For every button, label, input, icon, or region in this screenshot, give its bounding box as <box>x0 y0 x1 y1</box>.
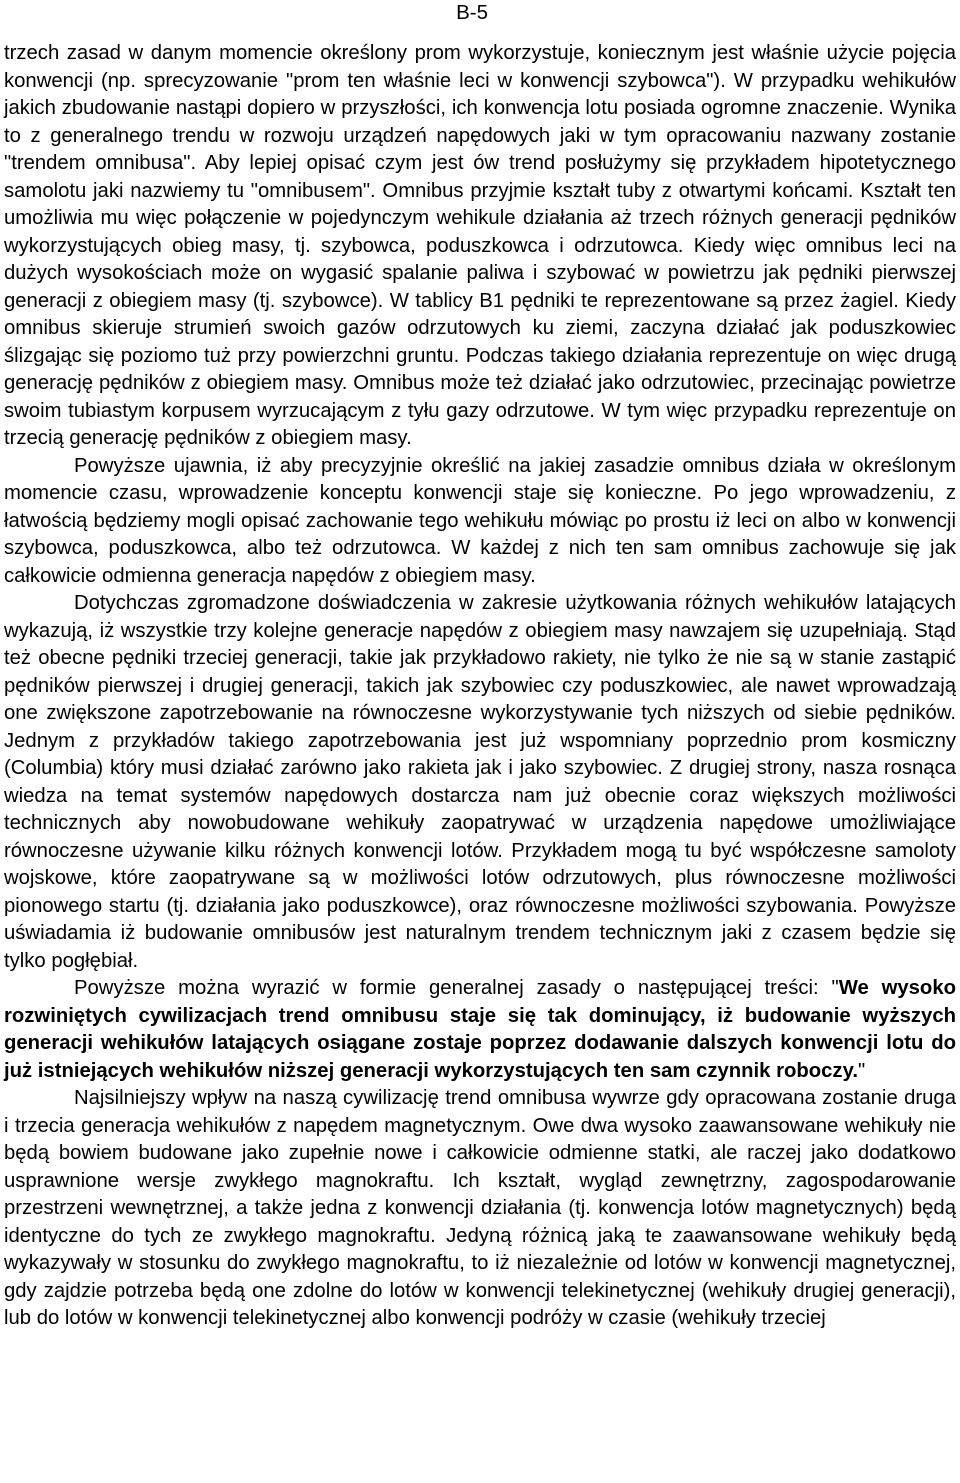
document-body <box>4 40 956 1333</box>
page-number: B-5 <box>456 1 488 24</box>
paragraph-1: trzech zasad w danym momencie określony prom wykorzystuje, koniecznym jest właśnie użycie pojęcia konwencji (np. sprecyzowanie "prom ten właśnie leci w konwencji szybowca"). W przypadku wehikułów jakich zbudowanie nastąpi dopiero w przyszłości, ich konwencja lotu posiada ogromne znaczenie. Wynika to z generalnego trendu w rozwoju urządzeń napędowych jaki w tym opracowaniu nazwany zostanie "trendem omnibusa". Aby lepiej opisać czym jest ów trend posłużymy się przykładem hipotetycznego samolotu jaki nazwiemy tu "omnibusem". Omnibus przyjmie kształt tuby z otwartymi końcami. Kształt ten umożliwia mu więc połączenie w pojedynczym wehikule działania aż trzech różnych generacji pędników wykorzystujących obieg masy, tj. szybowca, poduszkowca i odrzutowca. Kiedy więc omnibus leci na dużych wysokościach może on wygasić spalanie paliwa i szybować w powietrzu jak pędniki pierwszej generacji z obiegiem masy (tj. szybowce). W tablicy B1 pędniki te reprezentowane są przez żagiel. Kiedy omnibus skieruje strumień swoich gazów odrzutowych ku ziemi, zaczyna działać jak poduszkowiec ślizgając się poziomo tuż przy powierzchni gruntu. Podczas takiego działania reprezentuje on więc drugą generację pędników z obiegiem masy. Omnibus może też działać jako odrzutowiec, przecinając powietrze swoim tubiastym korpusem wyrzucającym z tyłu gazy odrzutowe. W tym więc przypadku reprezentuje on trzecią generację pędników z obiegiem masy. <box>4 42 956 449</box>
paragraph-principle <box>4 975 956 1085</box>
principle-intro: Powyższe można wyrazić w formie generalnej zasady o następującej treści: " <box>74 977 839 999</box>
paragraph-2: Powyższe ujawnia, iż aby precyzyjnie określić na jakiej zasadzie omnibus działa w określonym momencie czasu, wprowadzenie konceptu konwencji staje się konieczne. Po jego wprowadzeniu, z łatwością będziemy mogli opisać zachowanie tego wehikułu mówiąc po prostu iż leci on albo w konwencji szybowca, poduszkowca, albo też odrzutowca. W każdej z nich ten sam omnibus zachowuje się jak całkowicie odmienna generacja napędów z obiegiem masy. <box>4 454 956 587</box>
principle-closing: " <box>857 1059 866 1082</box>
principle-statement: We wysoko rozwiniętych cywilizacjach trend omnibusu staje się tak dominujący, iż budowanie wyższych generacji wehikułów latających osiągane zostaje poprzez dodawanie dalszych konwencji lotu do już istniejących wehikułów niższej generacji wykorzystujących ten sam czynnik roboczy. <box>4 977 956 1082</box>
paragraph-last: Najsilniejszy wpływ na naszą cywilizację trend omnibusa wywrze gdy opracowana zostanie druga i trzecia generacja wehikułów z napędem magnetycznym. Owe dwa wysoko zaawansowane wehikuły nie będą bowiem budowane jako zupełnie nowe i całkowicie odmienne statki, ale raczej jako dodatkowo usprawnione wersje zwykłego magnokraftu. Ich kształt, wygląd zewnętrzny, zagospodarowanie przestrzeni wewnętrznej, a także jedna z konwencji działania (tj. konwencja lotów magnetycznych) będą identyczne do tych ze zwykłego magnokraftu. Jedyną różnicą jaką te zaawansowane wehikuły będą wykazywały w stosunku do zwykłego magnokraftu, to iż niezależnie od lotów w konwencji magnetycznej, gdy zajdzie potrzeba będą one zdolne do lotów w konwencji telekinetycznej (wehikuły drugiej generacji), lub do lotów w konwencji telekinetycznej albo konwencji podróży w czasie (wehikuły trzeciej <box>4 1087 956 1329</box>
paragraph-3: Dotychczas zgromadzone doświadczenia w zakresie użytkowania różnych wehikułów latających wykazują, iż wszystkie trzy kolejne generacje napędów z obiegiem masy nawzajem się uzupełniają. Stąd też obecne pędniki trzeciej generacji, takie jak przykładowo rakiety, nie tylko że nie są w stanie zastąpić pędników pierwszej i drugiej generacji, takich jak szybowiec czy poduszkowiec, ale nawet wprowadzają one zwiększone zapotrzebowanie na równoczesne wykorzystywanie tych niższych od siebie pędników. Jednym z przykładów takiego zapotrzebowania jest już wspomniany poprzednio prom kosmiczny (Columbia) który musi działać zarówno jako rakieta jak i jako szybowiec. Z drugiej strony, nasza rosnąca wiedza na temat systemów napędowych dostarcza nam już obecnie coraz większych możliwości technicznych aby nowobudowane wehikuły zaopatrywać w urządzenia napędowe umożliwiające równoczesne używanie kilku różnych konwencji lotów. Przykładem mogą tu być współczesne samoloty wojskowe, które zaopatrywane są w możliwości lotów odrzutowych, plus równoczesne możliwości pionowego startu (tj. działania jako poduszkowce), oraz równoczesne możliwości szybowania. Powyższe uświadamia iż budowanie omnibusów jest naturalnym trendem technicznym jaki z czasem będzie się tylko pogłębiał. <box>4 592 956 972</box>
